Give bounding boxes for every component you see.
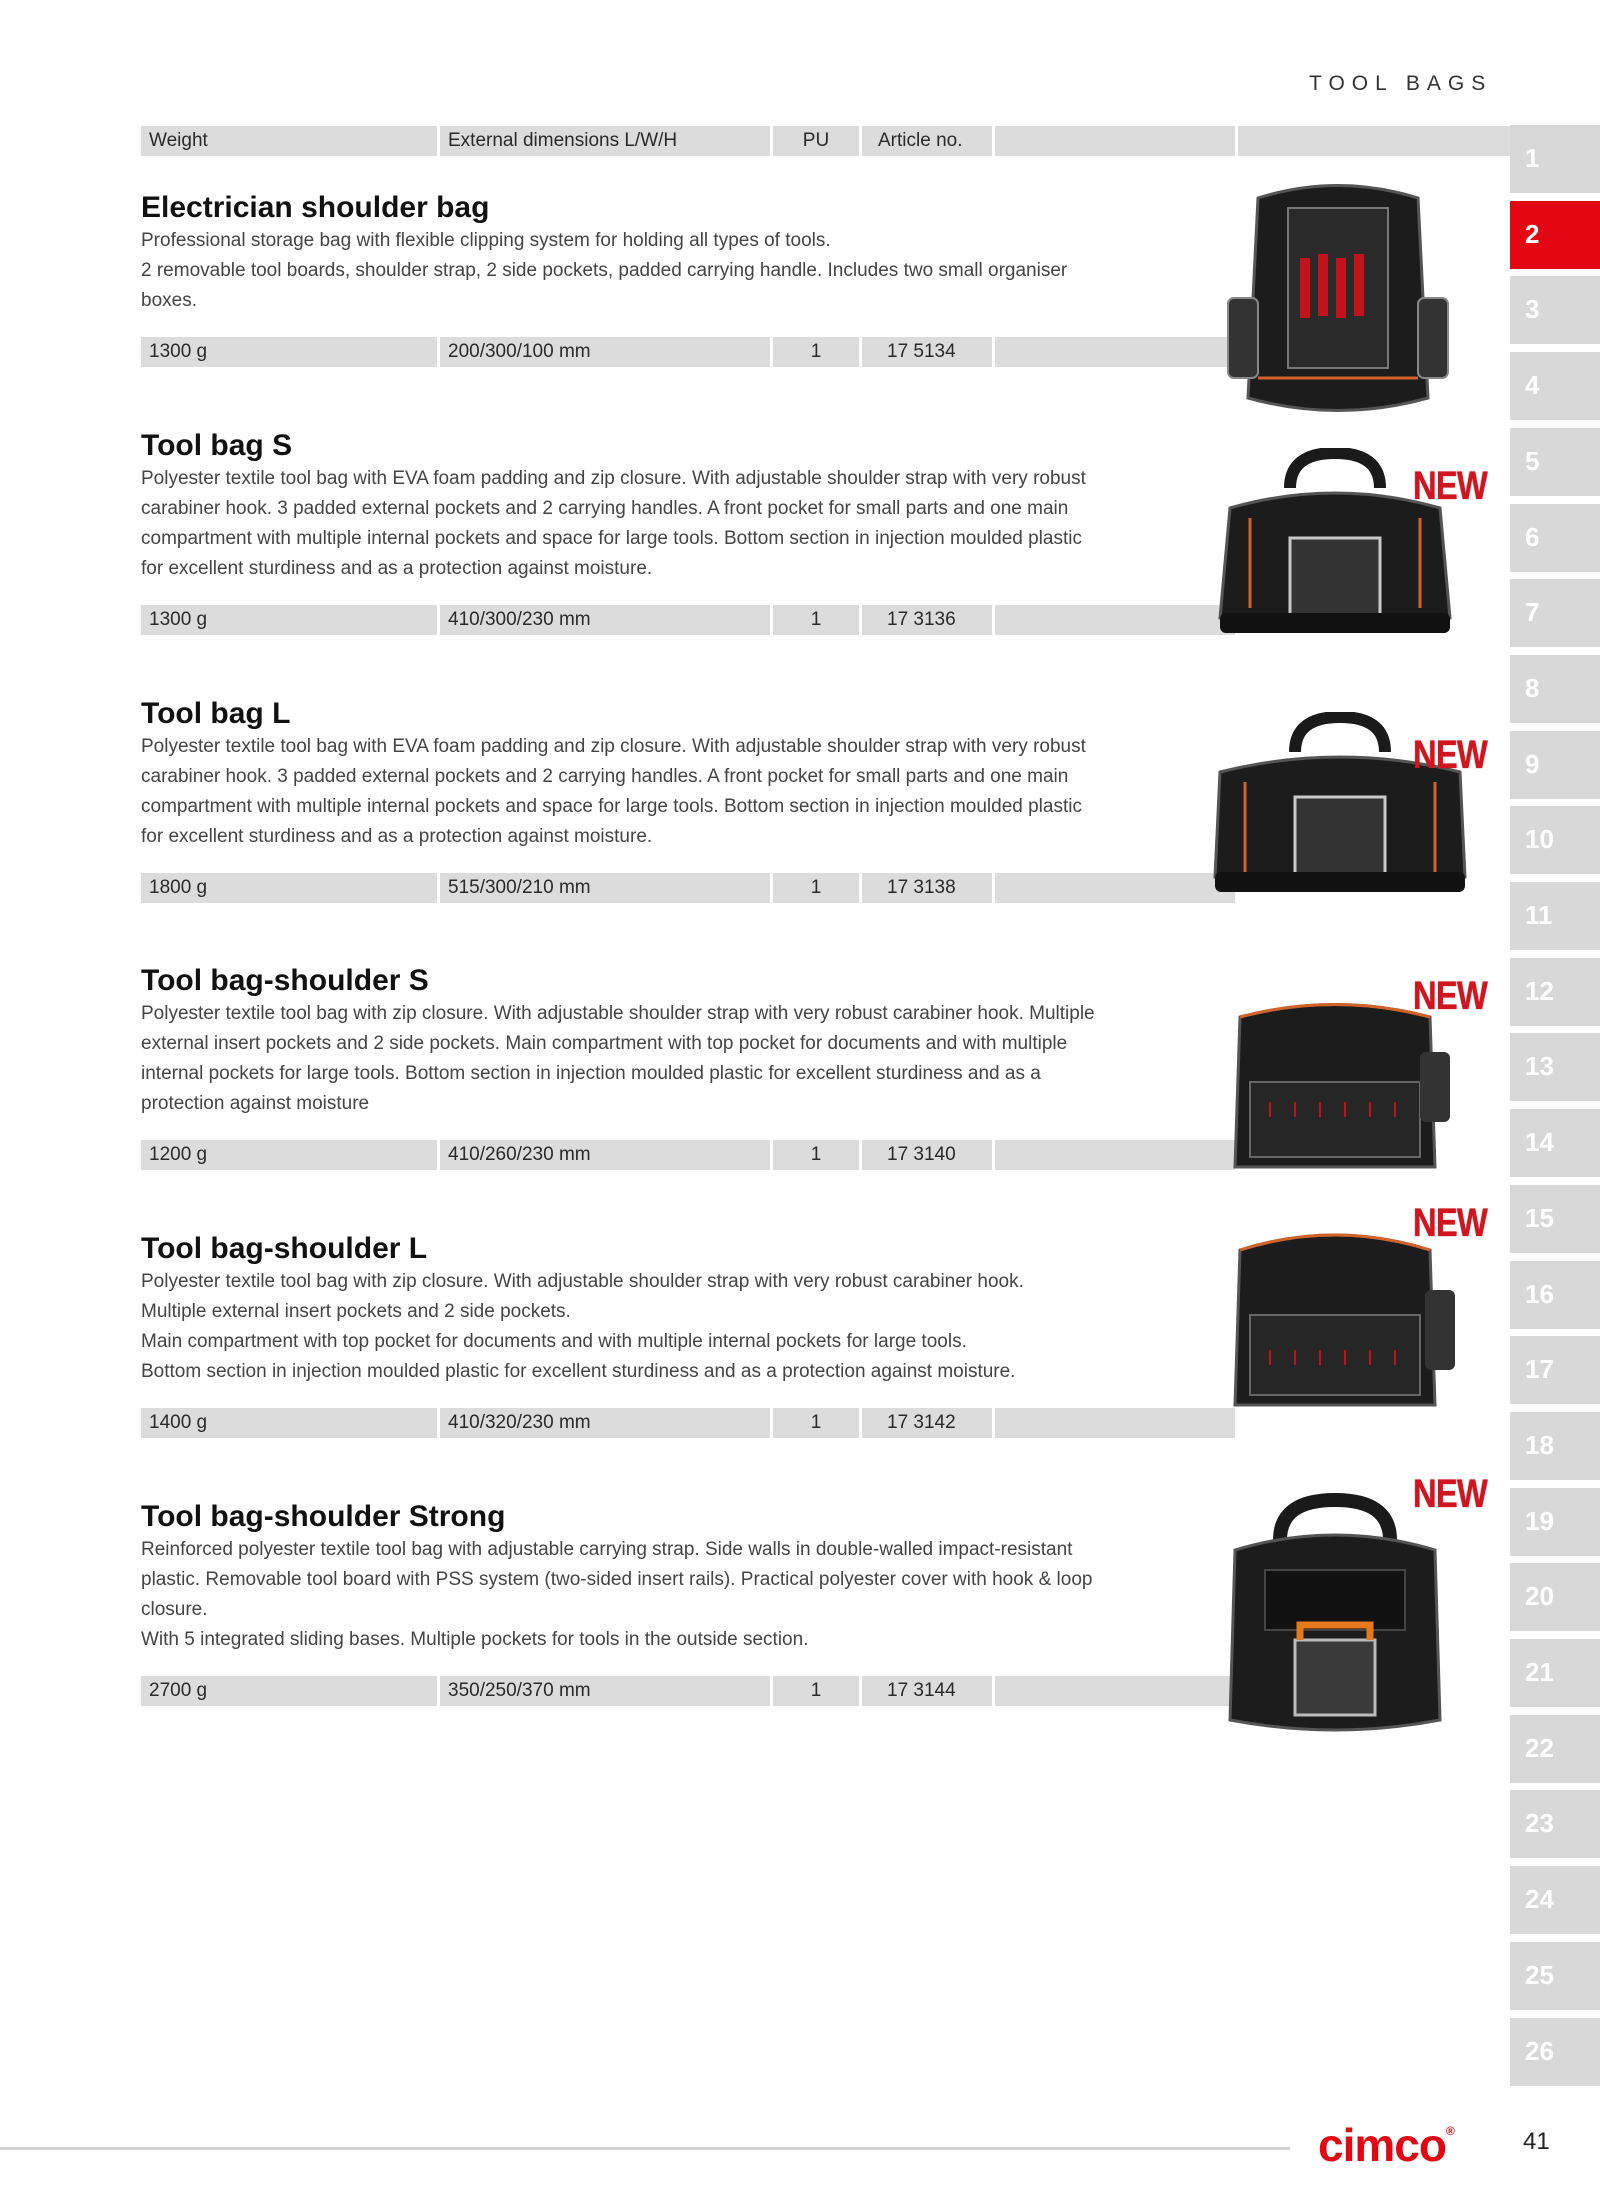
cell-spacer (995, 1408, 1235, 1438)
product-title: Tool bag-shoulder Strong (141, 1500, 506, 1533)
product-title: Tool bag L (141, 697, 291, 730)
chapter-tab-14[interactable]: 14 (1510, 1109, 1600, 1177)
product-description (141, 226, 1101, 316)
cell-dimensions: 410/320/230 mm (440, 1408, 770, 1438)
cell-spacer (995, 1140, 1235, 1170)
chapter-tab-21[interactable]: 21 (1510, 1639, 1600, 1707)
description-line: Professional storage bag with flexible clipping system for holding all types of tools. (141, 230, 831, 251)
chapter-tab-20[interactable]: 20 (1510, 1563, 1600, 1631)
cell-pu: 1 (773, 1140, 859, 1170)
cell-spacer (995, 605, 1235, 635)
tool-bag-shoulder-s-image (1210, 992, 1460, 1182)
description-line: Main compartment with top pocket for documents and with multiple internal pockets for large tools. (141, 1331, 967, 1352)
chapter-tab-2[interactable]: 2 (1510, 201, 1600, 269)
cell-article: 17 3138 (862, 873, 992, 903)
chapter-tab-6[interactable]: 6 (1510, 504, 1600, 572)
cell-dimensions: 515/300/210 mm (440, 873, 770, 903)
description-line: Reinforced polyester textile tool bag with adjustable carrying strap. Side walls in double-walled impact-resistant plastic. Removable tool board with PSS system (two-sided insert rails). Practical polyester cover with hook & loop closure. (141, 1539, 1093, 1620)
cell-pu: 1 (773, 1676, 859, 1706)
product-electrician-shoulder-bag (141, 190, 1101, 316)
product-description (141, 1535, 1101, 1655)
tool-bag-shoulder-l-image (1210, 1220, 1460, 1420)
product-tool-bag-s (141, 428, 1101, 584)
description-line: 2 removable tool boards, shoulder strap, 2 side pockets, padded carrying handle. Includes two small organiser boxes. (141, 260, 1068, 311)
description-line: Polyester textile tool bag with EVA foam padding and zip closure. With adjustable shoulder strap with very robust carabiner hook. 3 padded external pockets and 2 carrying handles. A front pocket for small parts and one main compartment with multiple internal pockets and space for large tools. Bottom section in injection moulded plastic for excellent sturdiness and as a protection against moisture. (141, 736, 1086, 847)
chapter-tab-23[interactable]: 23 (1510, 1790, 1600, 1858)
cell-weight: 1800 g (141, 873, 437, 903)
product-title: Tool bag S (141, 429, 293, 462)
new-badge: NEW (1413, 1201, 1488, 1245)
cell-article: 17 3144 (862, 1676, 992, 1706)
description-line: Polyester textile tool bag with EVA foam padding and zip closure. With adjustable shoulder strap with very robust carabiner hook. 3 padded external pockets and 2 carrying handles. A front pocket for small parts and one main compartment with multiple internal pockets and space for large tools. Bottom section in injection moulded plastic for excellent sturdiness and as a protection against moisture. (141, 468, 1086, 579)
cell-weight: 1300 g (141, 337, 437, 367)
product-tool-bag-shoulder-l (141, 1231, 1101, 1387)
logo-registered-mark: ® (1445, 2124, 1454, 2138)
chapter-tab-26[interactable]: 26 (1510, 2018, 1600, 2086)
product-tool-bag-shoulder-s (141, 963, 1101, 1119)
new-badge: NEW (1413, 1472, 1488, 1516)
cell-spacer (995, 873, 1235, 903)
cell-weight: 2700 g (141, 1676, 437, 1706)
description-line: Multiple external insert pockets and 2 side pockets. (141, 1301, 571, 1322)
chapter-tab-15[interactable]: 15 (1510, 1185, 1600, 1253)
new-badge: NEW (1413, 974, 1488, 1018)
header-weight: Weight (141, 126, 437, 156)
cell-article: 17 3136 (862, 605, 992, 635)
chapter-tab-3[interactable]: 3 (1510, 276, 1600, 344)
chapter-tab-22[interactable]: 22 (1510, 1715, 1600, 1783)
cell-dimensions: 410/300/230 mm (440, 605, 770, 635)
chapter-tab-16[interactable]: 16 (1510, 1261, 1600, 1329)
page-number: 41 (1523, 2128, 1550, 2155)
cell-dimensions: 350/250/370 mm (440, 1676, 770, 1706)
cell-spacer (995, 337, 1235, 367)
chapter-tab-4[interactable]: 4 (1510, 352, 1600, 420)
product-tool-bag-l (141, 696, 1101, 852)
cell-weight: 1400 g (141, 1408, 437, 1438)
cell-pu: 1 (773, 605, 859, 635)
cimco-logo (1318, 2118, 1454, 2172)
header-spacer (995, 126, 1235, 156)
header-article: Article no. (862, 126, 992, 156)
description-line: With 5 integrated sliding bases. Multiple pockets for tools in the outside section. (141, 1629, 809, 1650)
product-title: Tool bag-shoulder S (141, 964, 429, 997)
chapter-tab-5[interactable]: 5 (1510, 428, 1600, 496)
product-tool-bag-shoulder-strong (141, 1499, 1101, 1655)
chapter-tab-10[interactable]: 10 (1510, 806, 1600, 874)
tool-bag-shoulder-strong-image (1210, 1490, 1460, 1740)
new-badge: NEW (1413, 733, 1488, 777)
chapter-tab-12[interactable]: 12 (1510, 958, 1600, 1026)
cell-spacer (995, 1676, 1235, 1706)
chapter-tab-17[interactable]: 17 (1510, 1336, 1600, 1404)
logo-text: cimco (1318, 2119, 1446, 2171)
new-badge: NEW (1413, 464, 1488, 508)
cell-pu: 1 (773, 1408, 859, 1438)
description-line: Polyester textile tool bag with zip closure. With adjustable shoulder strap with very robust carabiner hook. (141, 1271, 1024, 1292)
product-title: Electrician shoulder bag (141, 191, 490, 224)
cell-article: 17 3140 (862, 1140, 992, 1170)
chapter-tab-19[interactable]: 19 (1510, 1488, 1600, 1556)
product-description (141, 464, 1101, 584)
electrician-shoulder-bag-image (1218, 178, 1458, 428)
chapter-tab-11[interactable]: 11 (1510, 882, 1600, 950)
description-line: Bottom section in injection moulded plastic for excellent sturdiness and as a protection against moisture. (141, 1361, 1016, 1382)
product-description (141, 732, 1101, 852)
header-pu: PU (773, 126, 859, 156)
chapter-tab-13[interactable]: 13 (1510, 1033, 1600, 1101)
cell-pu: 1 (773, 337, 859, 367)
cell-dimensions: 200/300/100 mm (440, 337, 770, 367)
cell-dimensions: 410/260/230 mm (440, 1140, 770, 1170)
chapter-tab-24[interactable]: 24 (1510, 1866, 1600, 1934)
cell-article: 17 3142 (862, 1408, 992, 1438)
footer-divider (0, 2147, 1290, 2150)
chapter-tab-1[interactable]: 1 (1510, 125, 1600, 193)
product-title: Tool bag-shoulder L (141, 1232, 428, 1265)
chapter-tab-7[interactable]: 7 (1510, 579, 1600, 647)
cell-weight: 1200 g (141, 1140, 437, 1170)
cell-article: 17 5134 (862, 337, 992, 367)
chapter-tab-8[interactable]: 8 (1510, 655, 1600, 723)
product-description (141, 1267, 1101, 1387)
section-title: TOOL BAGS (1309, 72, 1493, 95)
description-line: Polyester textile tool bag with zip closure. With adjustable shoulder strap with very robust carabiner hook. Multiple external insert pockets and 2 side pockets. Main compartment with top pocket for documents and with multiple internal pockets for large tools. Bottom section in injection moulded plastic for excellent sturdiness and as a protection against moisture (141, 1003, 1095, 1114)
chapter-tab-18[interactable]: 18 (1510, 1412, 1600, 1480)
cell-pu: 1 (773, 873, 859, 903)
header-dimensions: External dimensions L/W/H (440, 126, 770, 156)
chapter-tab-9[interactable]: 9 (1510, 731, 1600, 799)
chapter-tab-25[interactable]: 25 (1510, 1942, 1600, 2010)
product-description (141, 999, 1101, 1119)
cell-weight: 1300 g (141, 605, 437, 635)
